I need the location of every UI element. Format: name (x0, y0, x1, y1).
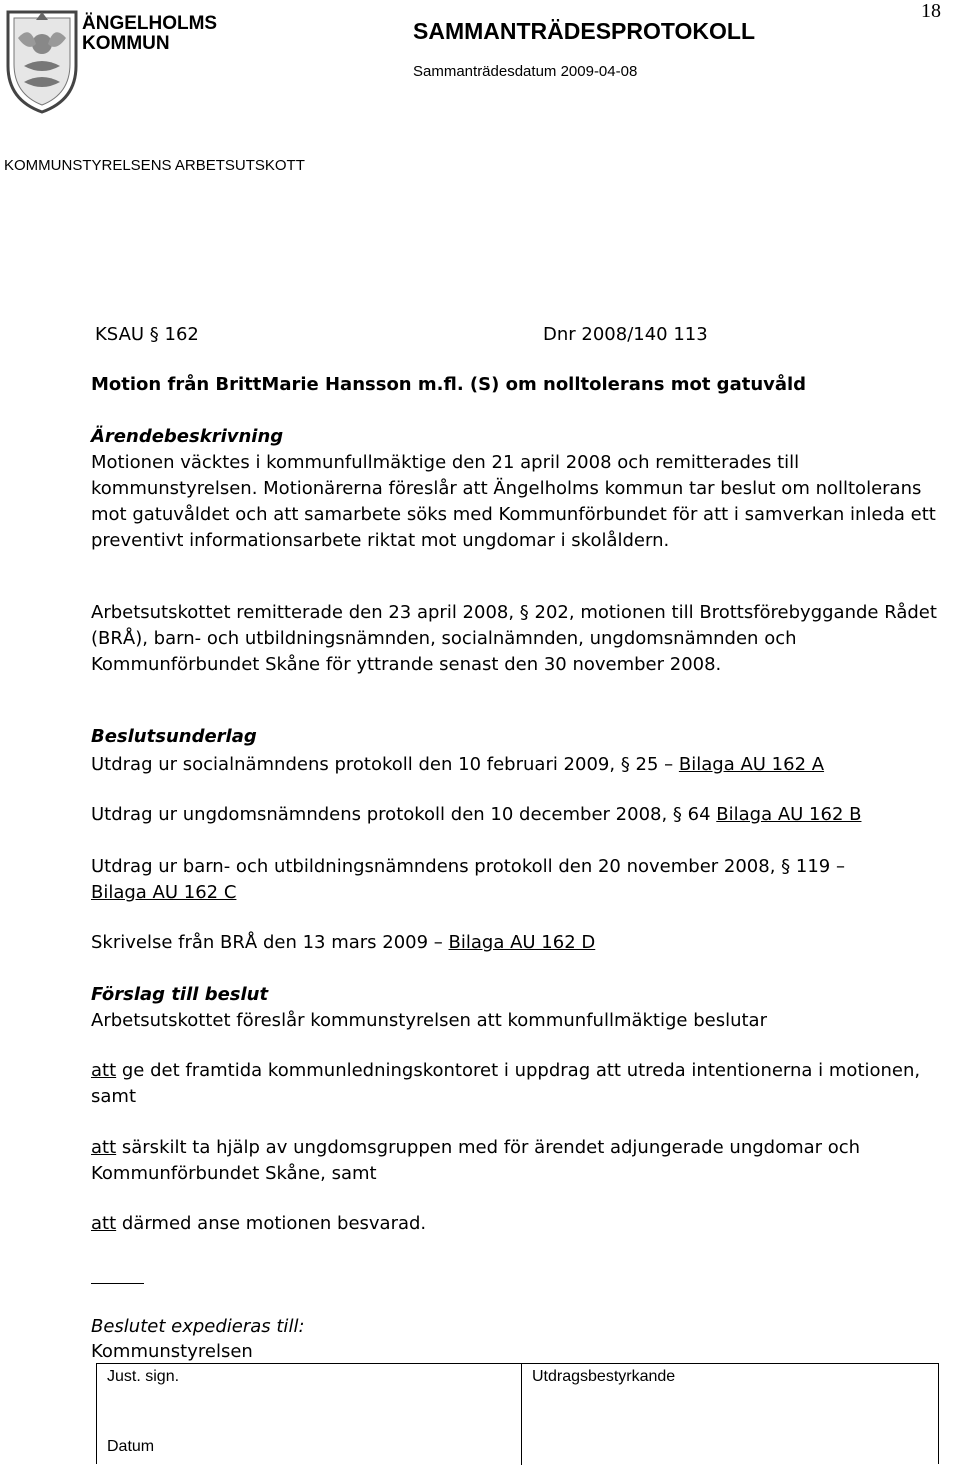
coat-of-arms-icon (2, 4, 82, 114)
basis-item-4-text: Skrivelse från BRÅ den 13 mars 2009 – (91, 932, 449, 953)
meeting-date: Sammanträdesdatum 2009-04-08 (413, 63, 638, 80)
signature-box-divider (521, 1364, 522, 1465)
date-label: Datum (107, 1438, 155, 1455)
motion-title: Motion från BrittMarie Hansson m.fl. (S) om nolltolerans mot gatuvåld (91, 374, 807, 395)
att-keyword: att (91, 1137, 117, 1158)
proposal-clause-1 (91, 1058, 941, 1110)
basis-item-2-text: Utdrag ur ungdomsnämndens protokoll den 10 december 2008, § 64 (91, 804, 717, 825)
document-title: SAMMANTRÄDESPROTOKOLL (413, 18, 756, 44)
attachment-link-d[interactable]: Bilaga AU 162 D (448, 932, 596, 953)
basis-item-1-text: Utdrag ur socialnämndens protokoll den 10 februari 2009, § 25 – (91, 754, 679, 775)
basis-item-3 (91, 854, 941, 906)
diary-number: Dnr 2008/140 113 (543, 324, 708, 345)
case-reference: KSAU § 162 (95, 324, 199, 345)
attachment-link-b[interactable]: Bilaga AU 162 B (716, 804, 862, 825)
att-keyword: att (91, 1213, 117, 1234)
dispatch-recipient: Kommunstyrelsen (91, 1341, 253, 1362)
clause-3-text: därmed anse motionen besvarad. (116, 1213, 427, 1234)
attachment-link-c[interactable]: Bilaga AU 162 C (91, 882, 237, 903)
proposal-heading: Förslag till beslut (91, 984, 269, 1005)
description-heading: Ärendebeskrivning (91, 426, 284, 447)
proposal-clause-2 (91, 1135, 941, 1187)
proposal-clause-3 (91, 1211, 941, 1237)
clause-1-text: ge det framtida kommunledningskontoret i uppdrag att utreda intentionerna i motionen, samt (91, 1060, 921, 1107)
proposal-intro: Arbetsutskottet föreslår kommunstyrelsen att kommunfullmäktige beslutar (91, 1010, 767, 1031)
basis-item-2 (91, 802, 941, 828)
description-paragraph-1: Motionen väcktes i kommunfullmäktige den 21 april 2008 och remitterades till kommunstyrelsen. Motionärerna föreslår att Ängelholms kommun tar beslut om nolltolerans mot gatuvåldet och att samarbete söks med Kommunförbundet för att i samverkan inleda ett preventivt informationsarbete riktat mot ungdomar i skolåldern. (91, 452, 936, 551)
att-keyword: att (91, 1060, 117, 1081)
basis-item-4 (91, 930, 941, 956)
page-number: 18 (921, 0, 941, 22)
clause-2-text: särskilt ta hjälp av ungdomsgruppen med för ärendet adjungerade ungdomar och Kommunförbundet Skåne, samt (91, 1137, 861, 1184)
certification-label: Utdragsbestyrkande (532, 1368, 676, 1385)
divider-rule (91, 1283, 144, 1284)
logo-line-2: KOMMUN (82, 33, 170, 54)
dispatch-heading: Beslutet expedieras till: (91, 1316, 305, 1337)
signature-box (96, 1363, 939, 1464)
logo-wordmark (82, 14, 217, 54)
committee-name: KOMMUNSTYRELSENS ARBETSUTSKOTT (4, 157, 305, 174)
attachment-link-a[interactable]: Bilaga AU 162 A (678, 754, 825, 775)
logo-line-1: ÄNGELHOLMS (82, 13, 218, 34)
description-paragraph-2: Arbetsutskottet remitterade den 23 april 2008, § 202, motionen till Brottsförebyggande Rådet (BRÅ), barn- och utbildningsnämnden, socialnämnden, ungdomsnämnden och Kommunförbundet Skåne för yttrande senast den 30 november 2008. (91, 602, 937, 675)
just-sign-label: Just. sign. (107, 1368, 180, 1385)
basis-item-3-text: Utdrag ur barn- och utbildningsnämndens protokoll den 20 november 2008, § 119 – (91, 856, 845, 877)
basis-heading: Beslutsunderlag (91, 726, 257, 747)
basis-item-1 (91, 752, 941, 778)
